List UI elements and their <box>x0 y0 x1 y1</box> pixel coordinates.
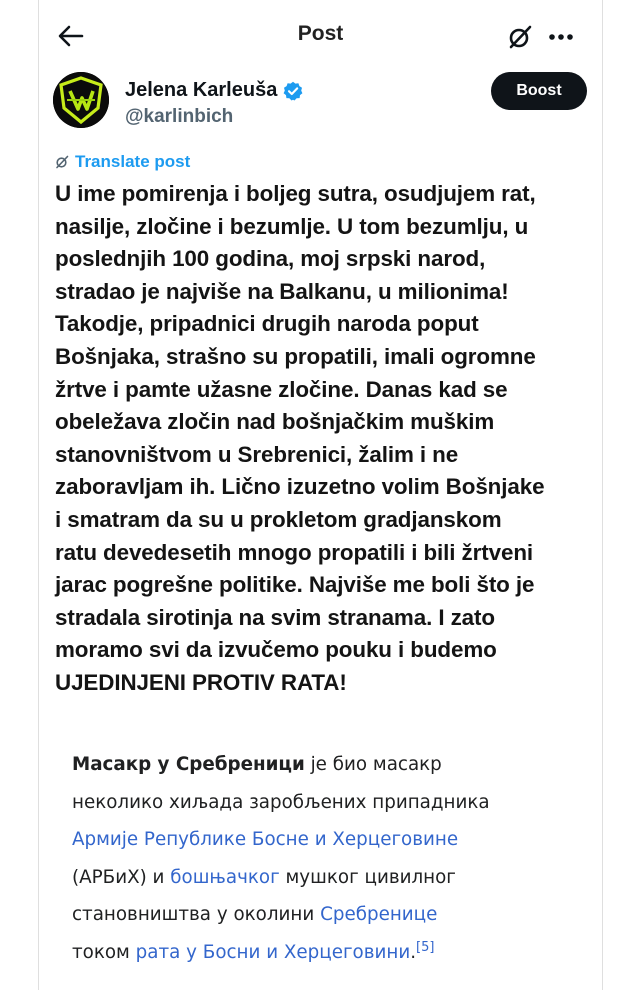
wiki-reference-link[interactable]: [5] <box>416 939 435 955</box>
author-name[interactable] <box>125 79 303 102</box>
avatar-logo-icon <box>53 72 109 128</box>
grok-icon <box>507 24 533 50</box>
author-name-text: Jelena Karleuša <box>125 79 278 101</box>
wiki-link-bosnian-war[interactable]: рата у Босни и Херцеговини <box>135 941 411 963</box>
translate-post-label: Translate post <box>75 152 191 171</box>
wiki-link-bosniak[interactable]: бошњачког <box>170 866 280 888</box>
post-view <box>38 0 603 990</box>
author-handle[interactable]: @karlinbich <box>125 106 234 127</box>
page-title: Post <box>297 22 344 45</box>
avatar[interactable] <box>53 72 109 128</box>
wiki-link-srebrenica[interactable]: Сребренице <box>320 904 438 925</box>
post-text: U ime pomirenja i boljeg sutra, osudjujem rat, nasilje, zločine i bezumlje. U tom bezumlju, u poslednjih 100 godina, moj srpski narod, stradao je najviše na Balkanu, u milionima! Takodje, pripadnici drugih naroda poput Bošnjaka, strašno su propatili, imali ogromne žrtve i pamte užasne zločine. Danas kad se obeležava zločin nad bošnjačkim muškim stanovništvom u Srebrenici, žalim i ne zaboravljam ih. Lično izuzetno volim Bošnjake i smatram da su u prokletom gradjanskom ratu devedesetih mnogo propatili i bili žrtveni jarac pogrešne politike. Najviše me boli što je stradala sirotinja na svim stranama. I zato moramo svi da izvučemo pouku i budemo UJEDINJENI PROTIV RATA! <box>55 181 545 695</box>
verified-badge-icon <box>283 81 303 101</box>
wiki-text-6: током <box>72 941 136 963</box>
wiki-text-2: неколико хиљада заробљених припадника <box>72 791 490 813</box>
wiki-text-7: . <box>410 941 417 963</box>
boost-button[interactable]: Boost <box>491 72 587 110</box>
wiki-title: Масакр у Сребреници <box>72 754 305 775</box>
wiki-text-5: становништва у околини <box>72 904 321 925</box>
top-bar <box>39 8 602 64</box>
more-button[interactable] <box>543 22 579 52</box>
wiki-link-army[interactable]: Армије Републике Босне и Херцеговине <box>72 829 459 850</box>
grok-button[interactable] <box>505 22 535 52</box>
wiki-excerpt <box>72 746 592 971</box>
wiki-text-1: је био масакр <box>304 754 442 775</box>
translate-post-link[interactable] <box>55 152 190 172</box>
wiki-text-3: (АРБиХ) и <box>72 866 171 888</box>
grok-small-icon <box>55 155 69 169</box>
more-icon <box>548 33 574 41</box>
wiki-text-4: мушког цивилног <box>279 866 456 888</box>
